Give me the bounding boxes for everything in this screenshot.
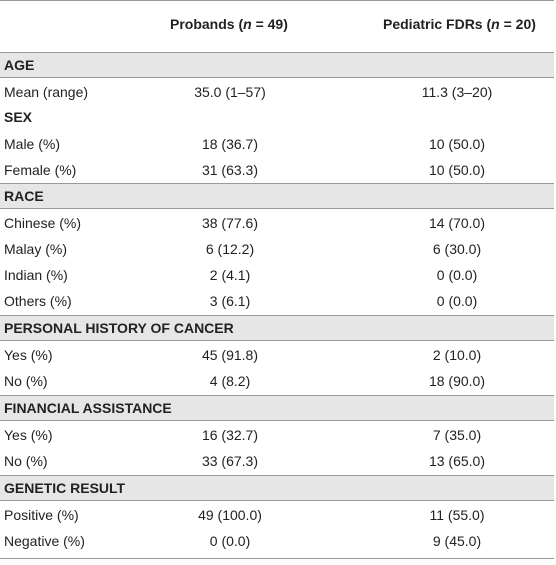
probands-value: 38 (77.6) [201,215,259,231]
row-label: Positive (%) [4,507,79,523]
probands-value: 33 (67.3) [201,453,259,469]
pediatric-value: 18 (90.0) [428,373,486,389]
table-row [0,368,554,394]
section-genetic-result: GENETIC RESULT [0,475,554,501]
probands-value: 35.0 (1–57) [194,84,266,100]
probands-value: 31 (63.3) [201,162,259,178]
pediatric-value: 11 (55.0) [429,507,485,523]
row-label: Others (%) [4,293,72,309]
row-label: Negative (%) [4,533,85,549]
table-bottom-rule [0,558,554,559]
row-label: No (%) [4,373,48,389]
section-age: AGE [0,52,554,78]
probands-value: 49 (100.0) [198,507,262,523]
pediatric-value: 9 (45.0) [432,533,482,549]
pediatric-value: 11.3 (3–20) [421,84,493,100]
section-personal-history: PERSONAL HISTORY OF CANCER [0,315,554,341]
table-row [0,502,554,528]
probands-value: 4 (8.2) [209,373,251,389]
row-label: Indian (%) [4,267,68,283]
pediatric-value: 0 (0.0) [436,293,478,309]
pediatric-value: 6 (30.0) [432,241,482,257]
table-row [0,448,554,474]
probands-value: 16 (32.7) [201,427,259,443]
pediatric-value: 2 (10.0) [432,347,482,363]
pediatric-value: 7 (35.0) [432,427,482,443]
table-row [0,210,554,236]
header-pediatric-fdrs: Pediatric FDRs (n = 20) [383,16,536,32]
table-header [0,0,554,52]
probands-value: 2 (4.1) [209,267,251,283]
probands-value: 0 (0.0) [209,533,251,549]
header-probands: Probands (n = 49) [170,16,288,32]
section-sex: SEX [4,109,33,125]
pediatric-value: 14 (70.0) [428,215,486,231]
pediatric-value: 13 (65.0) [428,453,486,469]
section-race: RACE [0,183,554,209]
probands-value: 3 (6.1) [209,293,251,309]
row-label: Mean (range) [4,84,89,100]
row-label: Male (%) [4,136,61,152]
table-row [0,157,554,183]
row-label: Malay (%) [4,241,68,257]
table-row [0,288,554,314]
pediatric-value: 10 (50.0) [428,136,486,152]
row-label: No (%) [4,453,48,469]
probands-value: 45 (91.8) [201,347,259,363]
table-row [0,422,554,448]
probands-value: 6 (12.2) [205,241,255,257]
table-row [0,79,554,105]
row-label: Yes (%) [4,347,53,363]
pediatric-value: 10 (50.0) [428,162,486,178]
row-label: Female (%) [4,162,77,178]
row-label: Yes (%) [4,427,53,443]
table-row [0,131,554,157]
pediatric-value: 0 (0.0) [436,267,478,283]
section-financial-assistance: FINANCIAL ASSISTANCE [0,395,554,421]
table-row [0,236,554,262]
table-row [0,342,554,368]
probands-value: 18 (36.7) [201,136,259,152]
table-row [0,262,554,288]
table-row [0,528,554,554]
row-label: Chinese (%) [4,215,82,231]
